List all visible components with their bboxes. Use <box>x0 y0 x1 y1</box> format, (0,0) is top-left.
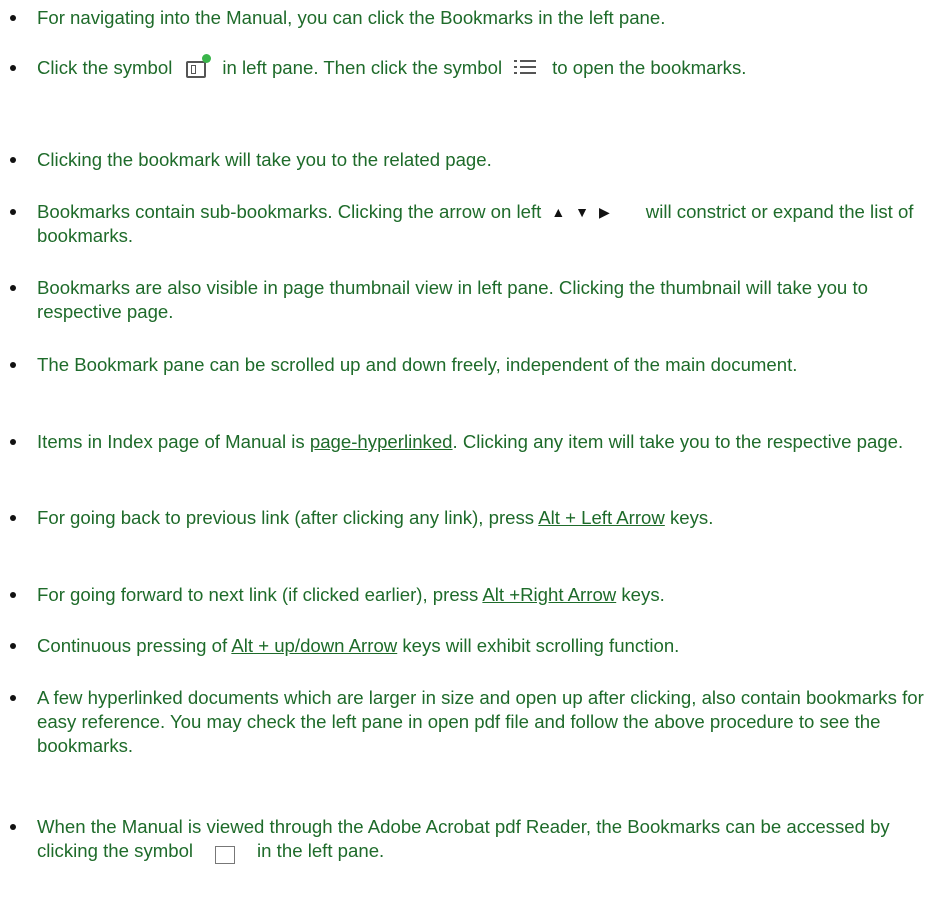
list-item <box>10 634 947 658</box>
alt-up-down-arrow-link[interactable]: Alt + up/down Arrow <box>231 635 398 656</box>
list-item <box>10 815 947 863</box>
list-item <box>10 353 947 377</box>
item-text: . Clicking any item will take you to the respective page. <box>452 431 904 452</box>
item-text: The Bookmark pane can be scrolled up and down freely, independent of the main document. <box>37 354 798 375</box>
bookmark-square-icon <box>215 846 235 864</box>
item-text: Continuous pressing of <box>37 635 232 656</box>
list-item <box>10 56 947 80</box>
bookmark-panel-icon <box>186 58 208 76</box>
item-text: For going forward to next link (if clicked earlier), press <box>37 584 483 605</box>
bullet <box>10 515 16 521</box>
list-item <box>10 276 947 324</box>
item-text: keys. <box>616 584 665 605</box>
item-text: Bookmarks are also visible in page thumbnail view in left pane. Clicking the thumbnail will take you to respective page. <box>37 277 868 322</box>
bullet <box>10 592 16 598</box>
item-text: to open the bookmarks. <box>552 57 747 78</box>
list-item <box>10 686 947 758</box>
bullet <box>10 695 16 701</box>
item-text: in left pane. Then click the symbol <box>222 57 503 78</box>
list-item <box>10 506 947 530</box>
item-text: For navigating into the Manual, you can click the Bookmarks in the left pane. <box>37 7 666 28</box>
bullet <box>10 209 16 215</box>
item-text: keys will exhibit scrolling function. <box>397 635 680 656</box>
page-hyperlinked-link[interactable]: page-hyperlinked <box>309 431 453 452</box>
item-text: keys. <box>664 507 714 528</box>
list-item <box>10 583 947 607</box>
item-text: For going back to previous link (after clicking any link), press <box>37 507 539 528</box>
item-text: When the Manual is viewed through the Adobe Acrobat pdf Reader, the Bookmarks can be accessed by clicking the symbol <box>37 816 890 861</box>
list-item <box>10 430 947 454</box>
list-item <box>10 6 947 30</box>
expand-collapse-arrows-icon: ▲▼▶ <box>551 204 620 220</box>
bullet <box>10 824 16 830</box>
list-item <box>10 200 947 248</box>
bullet <box>10 439 16 445</box>
item-text: Clicking the bookmark will take you to the related page. <box>37 149 492 170</box>
alt-left-arrow-link[interactable]: Alt + Left Arrow <box>538 507 665 528</box>
alt-right-arrow-link[interactable]: Alt +Right Arrow <box>482 584 617 605</box>
bullet <box>10 65 16 71</box>
item-text: Bookmarks contain sub-bookmarks. Clicking the arrow on left <box>37 201 542 222</box>
item-text: Items in Index page of Manual is <box>37 431 310 452</box>
bullet <box>10 285 16 291</box>
bullet <box>10 643 16 649</box>
list-item <box>10 148 947 172</box>
bullet <box>10 157 16 163</box>
bullet <box>10 362 16 368</box>
item-text: in the left pane. <box>257 840 385 861</box>
bookmarks-list-icon <box>514 58 536 76</box>
item-text: Click the symbol <box>37 57 173 78</box>
item-text: will constrict or expand the list of bookmarks. <box>37 201 914 246</box>
item-text: A few hyperlinked documents which are larger in size and open up after clicking, also contain bookmarks for easy reference. You may check the left pane in open pdf file and follow the above procedure to see the bookmarks. <box>37 687 924 756</box>
bullet <box>10 15 16 21</box>
